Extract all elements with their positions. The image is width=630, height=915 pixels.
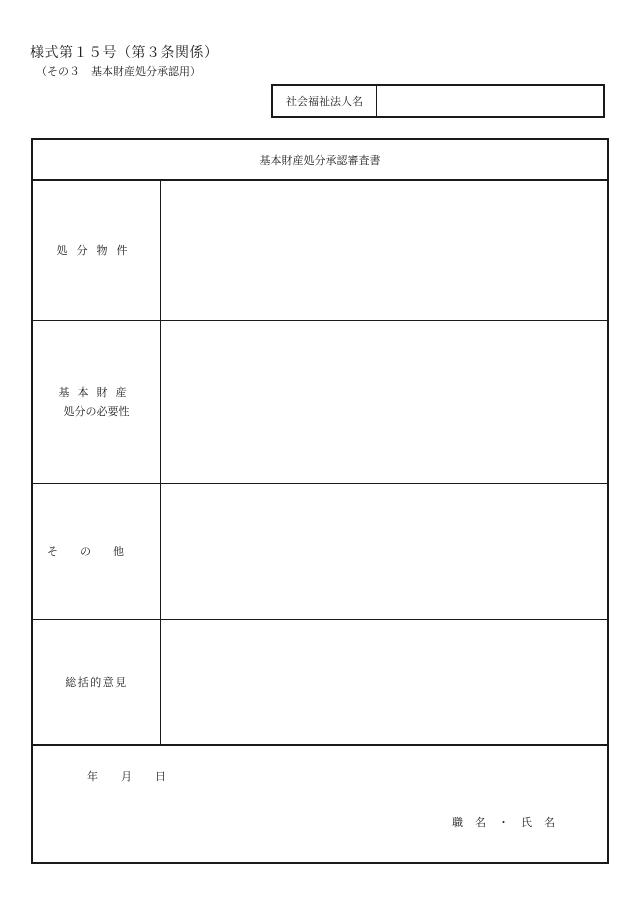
- row-value-overall-opinion[interactable]: [161, 620, 607, 744]
- form-subtitle: （その３ 基本財産処分承認用）: [36, 65, 201, 78]
- row-label-disposal-necessity: [33, 321, 161, 483]
- row-overall-opinion: [33, 620, 607, 746]
- row-other: [33, 484, 607, 620]
- form-number: 様式第１５号（第３条関係）: [30, 45, 219, 61]
- row-label-disposal-property: 処分物件: [33, 181, 161, 320]
- corporation-name-label: 社会福祉法人名: [273, 86, 377, 116]
- date-line: [87, 768, 166, 784]
- signature-section: [33, 746, 607, 864]
- row-disposal-necessity: [33, 321, 607, 484]
- row-disposal-property: [33, 181, 607, 321]
- row-value-disposal-necessity[interactable]: [161, 321, 607, 483]
- row-value-other[interactable]: [161, 484, 607, 619]
- row-label-other: その他: [33, 484, 161, 619]
- title-and-name: 職名・氏名: [452, 816, 567, 829]
- review-table: [31, 138, 609, 864]
- date-month: 月: [121, 770, 132, 783]
- row-value-disposal-property[interactable]: [161, 181, 607, 320]
- table-title: 基本財産処分承認審査書: [33, 140, 607, 181]
- date-year: 年: [87, 770, 98, 783]
- date-day: 日: [155, 770, 166, 783]
- row-label-line-2: 処分の必要性: [63, 405, 130, 418]
- corporation-name-field[interactable]: [377, 86, 603, 116]
- row-label-overall-opinion: 総括的意見: [33, 620, 161, 744]
- corporation-name-box: [271, 84, 605, 118]
- row-label-line-1: 基本財産: [58, 386, 135, 399]
